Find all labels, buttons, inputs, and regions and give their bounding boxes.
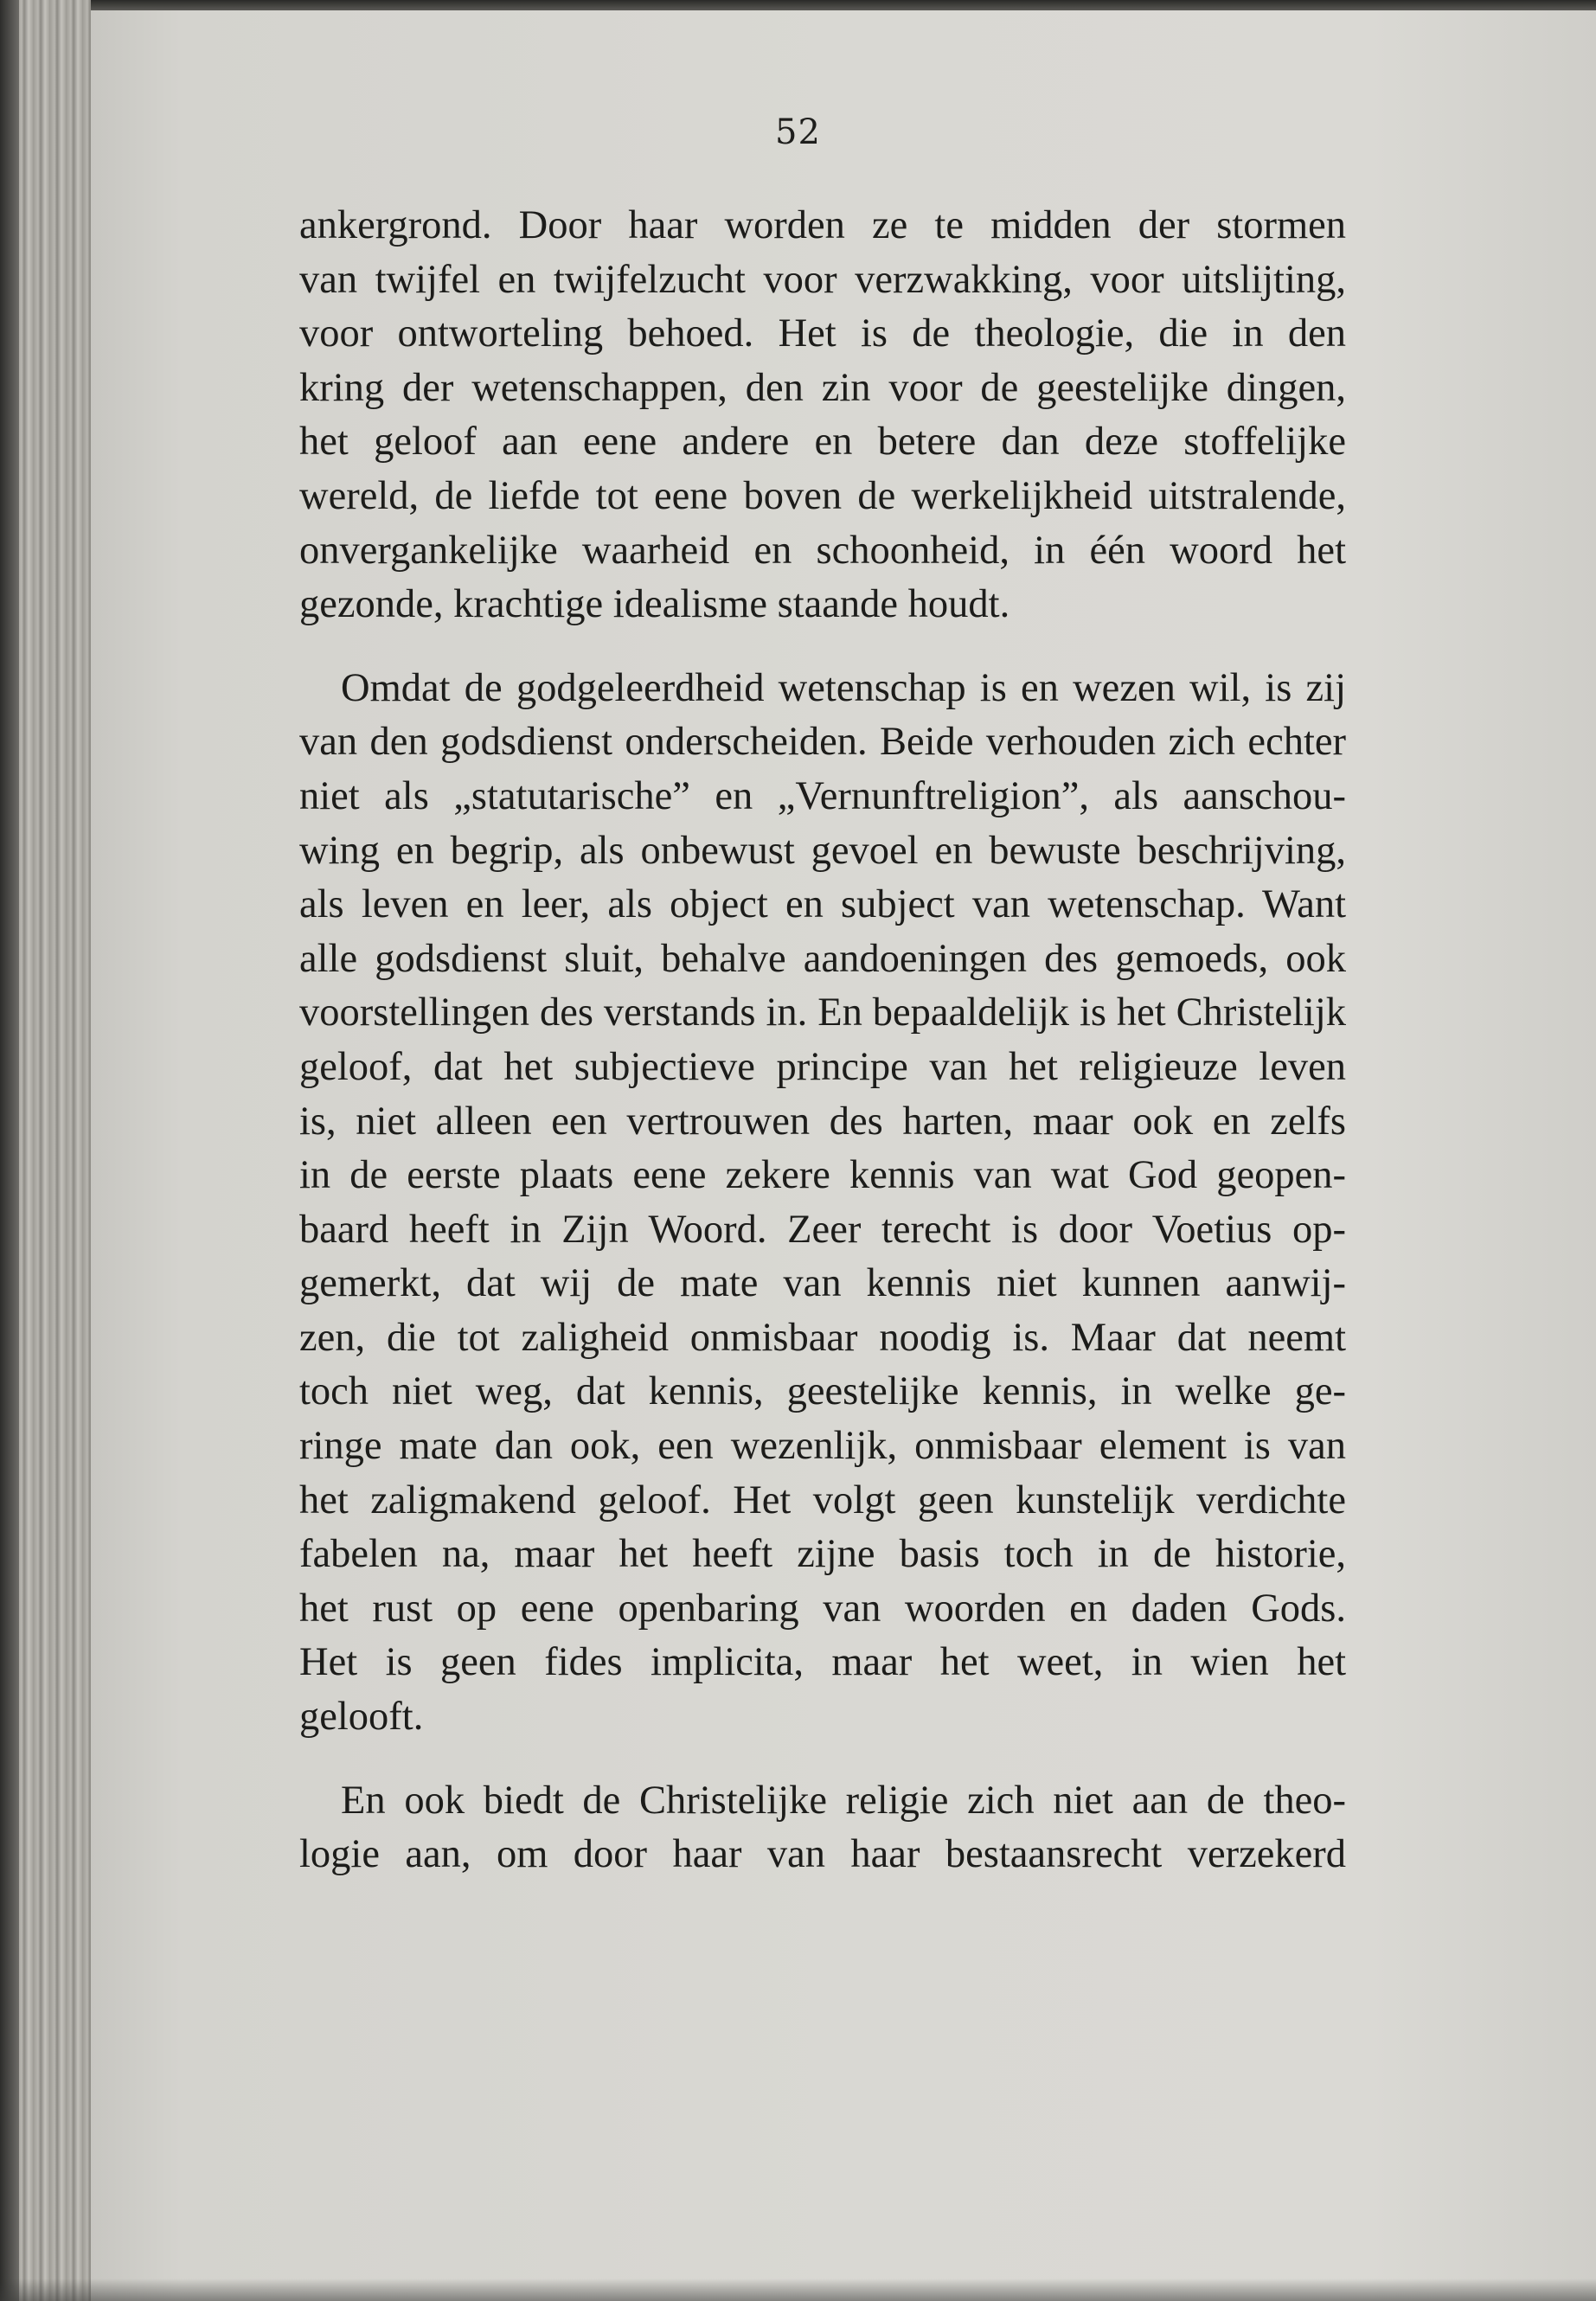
text-line: Het is geen fides implicita, maar het weet, in wien het <box>299 1640 1346 1685</box>
text-line: gelooft. <box>299 1695 424 1740</box>
text-line: Omdat de godgeleerdheid wetenschap is en wezen wil, is zij <box>341 665 1346 710</box>
text-line: logie aan, om door haar van haar bestaansrecht verzekerd <box>299 1832 1346 1877</box>
paragraph <box>299 662 1346 1745</box>
text-line: gezonde, krachtige idealisme staande houdt. <box>299 582 1010 627</box>
text-line: baard heeft in Zijn Woord. Zeer terecht is door Voetius op- <box>299 1207 1346 1252</box>
paragraph <box>299 199 1346 632</box>
text-line: het geloof aan eene andere en betere dan deze stoffelijke <box>299 420 1346 465</box>
text-line: onvergankelijke waarheid en schoonheid, in één woord het <box>299 528 1346 573</box>
text-line: ringe mate dan ook, een wezenlijk, onmisbaar element is van <box>299 1424 1346 1469</box>
paragraph <box>299 1774 1346 1882</box>
text-line: van den godsdienst onderscheiden. Beide verhouden zich echter <box>299 720 1346 765</box>
text-line: geloof, dat het subjectieve principe van het religieuze leven <box>299 1044 1346 1089</box>
text-line: gemerkt, dat wij de mate van kennis niet kunnen aanwij- <box>299 1261 1346 1306</box>
text-line: van twijfel en twijfelzucht voor verzwakking, voor uitslijting, <box>299 257 1346 302</box>
text-line: ankergrond. Door haar worden ze te midden der stormen <box>299 203 1346 247</box>
scan-top-edge <box>0 0 1596 10</box>
paragraph-gap <box>299 1745 1346 1774</box>
scan-bottom-shadow <box>0 2279 1596 2301</box>
text-line: niet als „statutarische” en „Vernunftreligion”, als aanschou- <box>299 773 1346 818</box>
text-line: als leven en leer, als object en subject van wetenschap. Want <box>299 882 1346 927</box>
text-line: voorstellingen des verstands in. En bepaaldelijk is het Christelijk <box>299 990 1346 1035</box>
text-line: alle godsdienst sluit, behalve aandoeningen des gemoeds, ook <box>299 936 1346 981</box>
text-line: kring der wetenschappen, den zin voor de geestelijke dingen, <box>299 365 1346 410</box>
text-line: is, niet alleen een vertrouwen des harten, maar ook en zelfs <box>299 1099 1346 1144</box>
book-page-edges <box>0 0 91 2301</box>
page-number: 52 <box>775 112 821 152</box>
text-line: fabelen na, maar het heeft zijne basis toch in de historie, <box>299 1532 1346 1577</box>
text-line: het zaligmakend geloof. Het volgt geen kunstelijk verdichte <box>299 1477 1346 1522</box>
paragraph-gap <box>299 632 1346 662</box>
text-line: zen, die tot zaligheid onmisbaar noodig is. Maar dat neemt <box>299 1315 1346 1360</box>
text-line: wing en begrip, als onbewust gevoel en bewuste beschrijving, <box>299 828 1346 873</box>
text-line: voor ontworteling behoed. Het is de theologie, die in den <box>299 311 1346 356</box>
text-line: wereld, de liefde tot eene boven de werkelijkheid uitstralende, <box>299 473 1346 518</box>
text-line: En ook biedt de Christelijke religie zich niet aan de theo- <box>341 1778 1346 1823</box>
text-line: toch niet weg, dat kennis, geestelijke kennis, in welke ge- <box>299 1369 1346 1414</box>
text-line: het rust op eene openbaring van woorden en daden Gods. <box>299 1586 1346 1631</box>
body-text <box>299 199 1346 1882</box>
text-line: in de eerste plaats eene zekere kennis van wat God geopen- <box>299 1153 1346 1198</box>
